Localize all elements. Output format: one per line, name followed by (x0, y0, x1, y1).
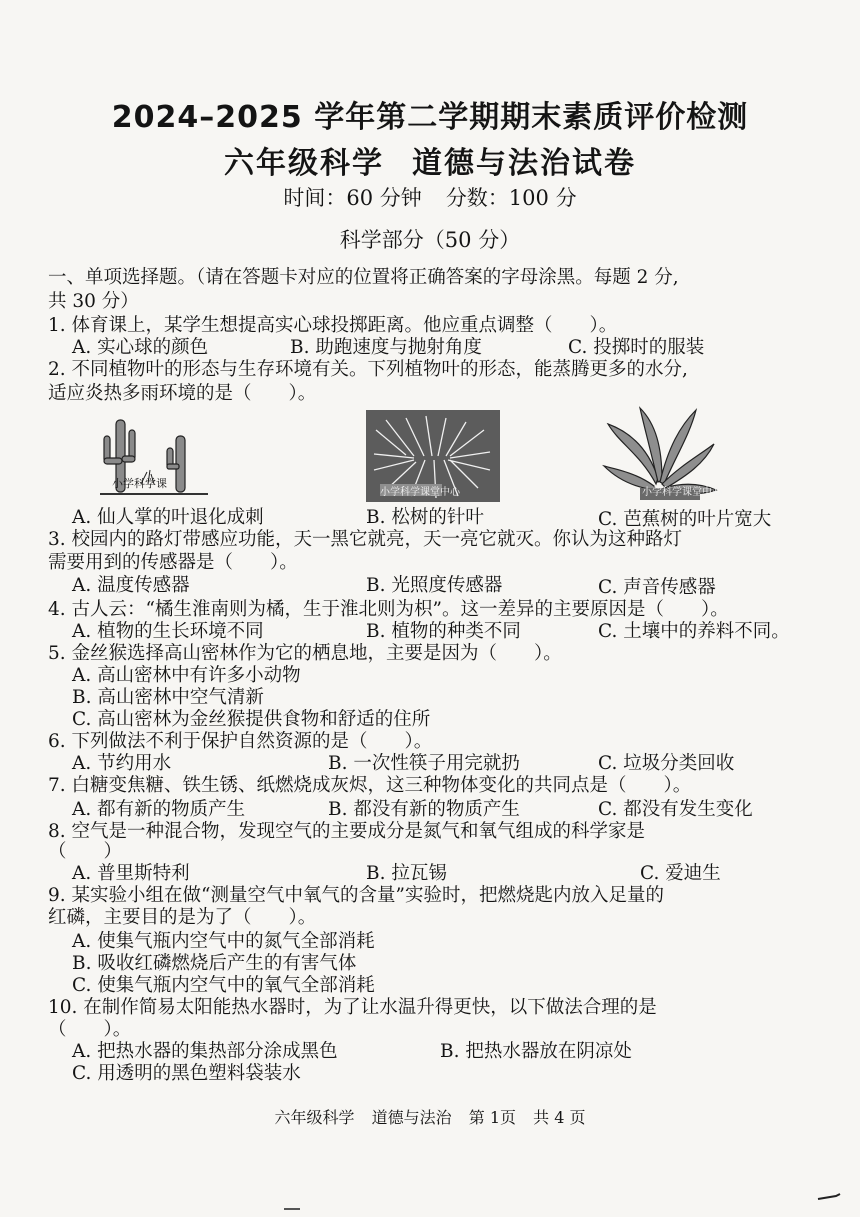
footer-subject-2: 道德与法治 (371, 1108, 452, 1127)
q4-option-c: C. 土壤中的养料不同。 (598, 621, 790, 642)
q6-option-b: B. 一次性筷子用完就扔 (328, 753, 520, 774)
q3-option-b: B. 光照度传感器 (366, 575, 503, 596)
footer-page: 第 1页 (468, 1108, 517, 1127)
q4-stem: 4. 古人云：“橘生淮南则为橘，生于淮北则为枳”。这一差异的主要原因是（ ）。 (48, 599, 729, 620)
q5-option-c: C. 高山密林为金丝猴提供食物和舒适的住所 (72, 709, 431, 730)
q6-option-a: A. 节约用水 (72, 753, 172, 774)
q9-stem-line-2: 红磷，主要目的是为了（ ）。 (48, 907, 317, 928)
q7-option-a: A. 都有新的物质产生 (72, 799, 246, 820)
q7-option-b: B. 都没有新的物质产生 (328, 799, 520, 820)
exam-subtitle (0, 138, 860, 182)
exam-time: 时间：60 分钟 (283, 186, 422, 210)
exam-info (0, 182, 860, 212)
page-footer (0, 1105, 860, 1128)
footer-subject: 六年级科学 (274, 1108, 355, 1127)
q4-option-b: B. 植物的种类不同 (366, 621, 521, 642)
q5-stem: 5. 金丝猴选择高山密林作为它的栖息地，主要是因为（ ）。 (48, 643, 562, 664)
picture-watermark-c: 小学科学课堂中心 (642, 487, 722, 498)
q8-stem-line-2: （ ） (48, 841, 123, 862)
q7-stem: 7. 白糖变焦糖、铁生锈、纸燃烧成灰烬，这三种物体变化的共同点是（ ）。 (48, 775, 692, 796)
q7-option-c: C. 都没有发生变化 (598, 799, 753, 820)
q10-option-b: B. 把热水器放在阴凉处 (440, 1041, 632, 1062)
q3-stem-line-2: 需要用到的传感器是（ ）。 (48, 552, 298, 573)
q9-option-b: B. 吸收红磷燃烧后产生的有害气体 (72, 953, 357, 974)
q8-option-a: A. 普里斯特利 (72, 863, 190, 884)
picture-watermark-a: 小学科学课 (112, 477, 167, 490)
q2-option-c: C. 芭蕉树的叶片宽大 (598, 509, 772, 530)
q2-stem-line-1: 2. 不同植物叶的形态与生存环境有关。下列植物叶的形态，能蒸腾更多的水分, (48, 359, 688, 380)
exam-title: 2024–2025 学年第二学期期末素质评价检测 (111, 100, 749, 135)
section-title: 科学部分（50 分） (339, 228, 521, 252)
subtitle-subject: 六年级科学 (224, 146, 384, 181)
cactus-picture (96, 412, 216, 504)
q9-option-c: C. 使集气瓶内空气中的氧气全部消耗 (72, 975, 375, 996)
scan-smudge-mark (816, 1192, 842, 1202)
q8-stem-line-1: 8. 空气是一种混合物，发现空气的主要成分是氮气和氧气组成的科学家是 (48, 821, 646, 842)
instructions-line-2: 共 30 分） (48, 291, 139, 312)
q2-option-a: A. 仙人掌的叶退化成刺 (72, 507, 264, 528)
footer-total: 共 4 页 (533, 1108, 586, 1127)
picture-watermark-b: 小学科学课堂中心 (380, 487, 460, 498)
q3-stem-line-1: 3. 校园内的路灯带感应功能，天一黑它就亮，天一亮它就灭。你认为这种路灯 (48, 529, 683, 550)
q6-option-c: C. 垃圾分类回收 (598, 753, 735, 774)
q4-option-a: A. 植物的生长环境不同 (72, 621, 264, 642)
q9-stem-line-1: 9. 某实验小组在做“测量空气中氧气的含量”实验时，把燃烧匙内放入足量的 (48, 885, 664, 906)
q5-option-a: A. 高山密林中有许多小动物 (72, 665, 301, 686)
q10-stem-line-1: 10. 在制作简易太阳能热水器时，为了让水温升得更快，以下做法合理的是 (48, 997, 657, 1018)
subtitle-paper: 道德与法治试卷 (412, 146, 636, 181)
q5-option-b: B. 高山密林中空气清新 (72, 687, 264, 708)
instructions-line-1: 一、单项选择题。（请在答题卡对应的位置将正确答案的字母涂黑。每题 2 分, (48, 267, 679, 288)
q9-option-a: A. 使集气瓶内空气中的氮气全部消耗 (72, 931, 375, 952)
q1-option-a: A. 实心球的颜色 (72, 337, 209, 358)
scan-dash-mark (282, 1206, 302, 1212)
q3-option-c: C. 声音传感器 (598, 577, 716, 598)
q1-option-b: B. 助跑速度与抛射角度 (290, 337, 482, 358)
q6-stem: 6. 下列做法不利于保护自然资源的是（ ）。 (48, 731, 433, 752)
q3-option-a: A. 温度传感器 (72, 575, 190, 596)
q2-stem-line-2: 适应炎热多雨环境的是（ ）。 (48, 383, 317, 404)
q1-option-c: C. 投掷时的服装 (568, 337, 705, 358)
q10-option-c: C. 用透明的黑色塑料袋装水 (72, 1063, 301, 1084)
q8-option-c: C. 爱迪生 (640, 863, 721, 884)
q2-option-b: B. 松树的针叶 (366, 507, 484, 528)
exam-score: 分数：100 分 (445, 186, 577, 210)
q1-stem: 1. 体育课上，某学生想提高实心球投掷距离。他应重点调整（ ）。 (48, 315, 618, 336)
q8-option-b: B. 拉瓦锡 (366, 863, 447, 884)
q10-option-a: A. 把热水器的集热部分涂成黑色 (72, 1041, 338, 1062)
q10-stem-line-2: （ ）。 (48, 1019, 132, 1040)
